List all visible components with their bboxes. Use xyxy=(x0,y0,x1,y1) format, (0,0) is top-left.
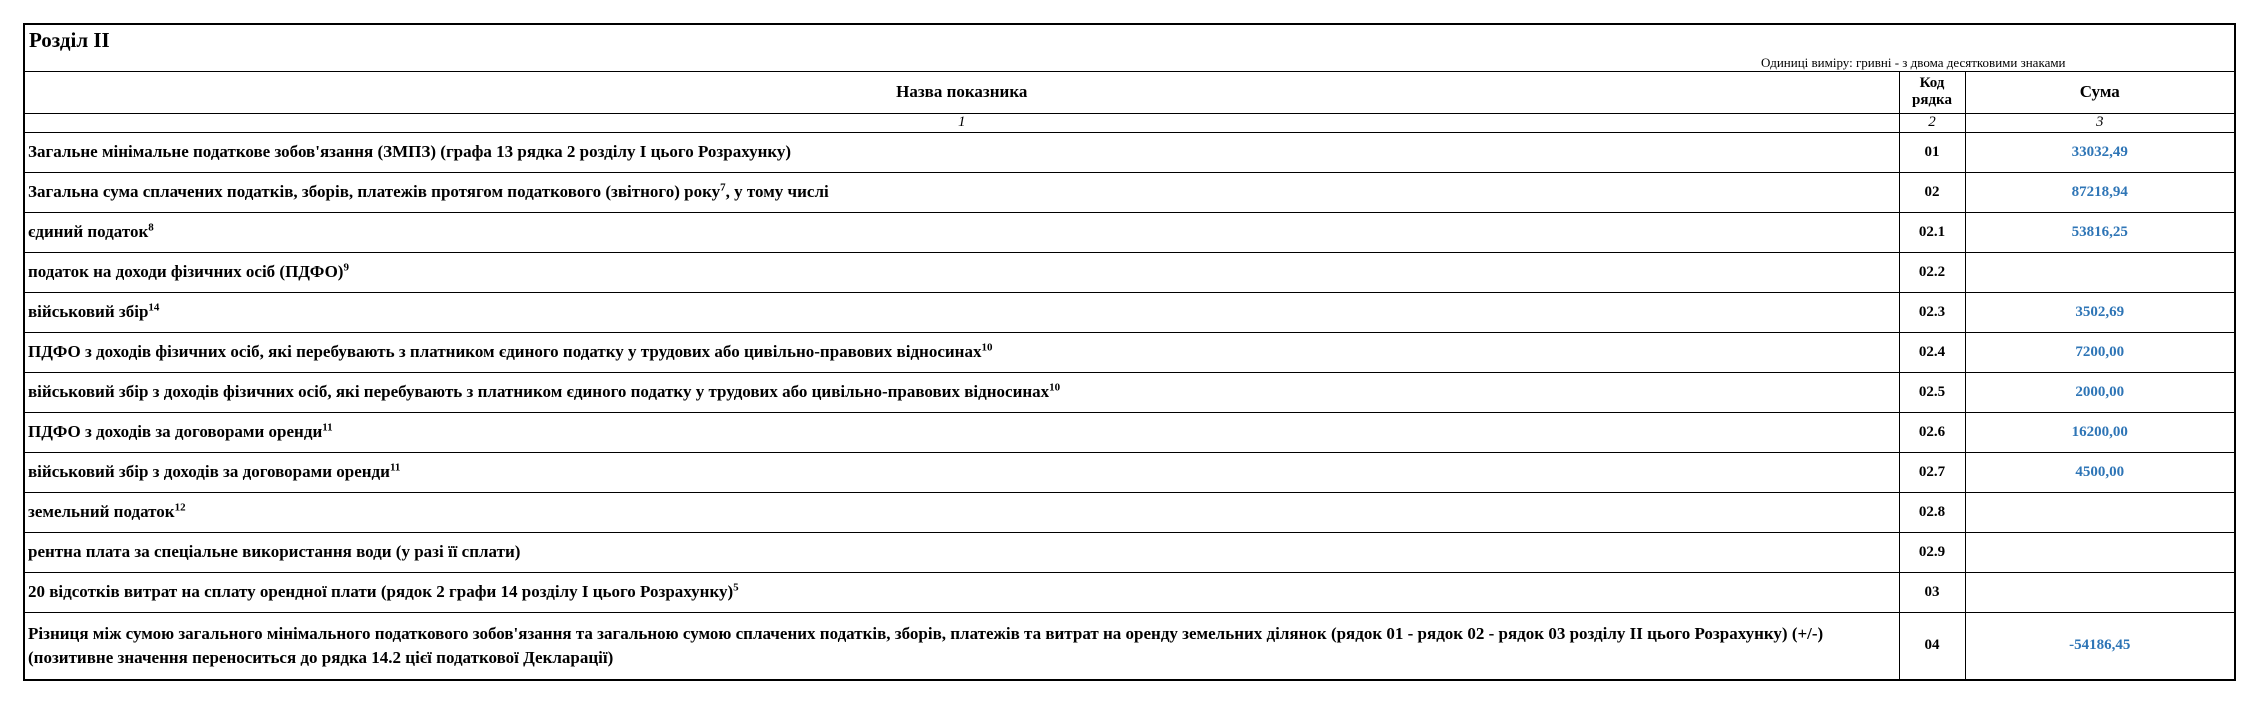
row-name xyxy=(25,372,1899,412)
header-row xyxy=(25,72,2234,113)
row-code: 02.3 xyxy=(1899,292,1965,332)
row-name-text: рентна плата за спеціальне використання води (у разі її сплати) xyxy=(28,542,521,561)
row-name xyxy=(25,532,1899,572)
table-row xyxy=(25,572,2234,612)
row-name xyxy=(25,412,1899,452)
row-code: 02.6 xyxy=(1899,412,1965,452)
row-name-suffix: , у тому числі xyxy=(725,182,829,201)
row-amount: 7200,00 xyxy=(1965,332,2234,372)
column-number-row xyxy=(25,113,2234,132)
table-row xyxy=(25,612,2234,679)
table-row xyxy=(25,212,2234,252)
table-body xyxy=(25,132,2234,679)
row-name-text: Загальна сума сплачених податків, зборів, платежів протягом податкового (звітного) року xyxy=(28,182,721,201)
table-row xyxy=(25,452,2234,492)
row-code: 02 xyxy=(1899,172,1965,212)
footnote-ref: 14 xyxy=(148,301,160,314)
row-name-text: єдиний податок xyxy=(28,222,149,241)
row-amount xyxy=(1965,572,2234,612)
indicators-table xyxy=(25,72,2234,679)
row-name xyxy=(25,452,1899,492)
row-amount xyxy=(1965,492,2234,532)
table-row xyxy=(25,252,2234,292)
row-name xyxy=(25,252,1899,292)
table-row xyxy=(25,132,2234,172)
units-note: Одиниці виміру: гривні - з двома десятковими знаками xyxy=(1761,55,2066,70)
header-name: Назва показника xyxy=(25,72,1899,113)
footnote-ref: 12 xyxy=(174,501,186,514)
row-code: 02.5 xyxy=(1899,372,1965,412)
row-code: 03 xyxy=(1899,572,1965,612)
column-number-2: 2 xyxy=(1899,113,1965,132)
row-amount: 53816,25 xyxy=(1965,212,2234,252)
row-code: 01 xyxy=(1899,132,1965,172)
row-amount: -54186,45 xyxy=(1965,612,2234,679)
footnote-ref: 5 xyxy=(733,581,739,594)
row-name xyxy=(25,612,1899,679)
section-title: Розділ ІІ xyxy=(29,28,110,52)
row-name-text: ПДФО з доходів за договорами оренди xyxy=(28,422,323,441)
section-header xyxy=(25,25,2234,72)
section-2-form xyxy=(23,23,2236,681)
row-amount: 87218,94 xyxy=(1965,172,2234,212)
row-name-text: військовий збір з доходів за договорами оренди xyxy=(28,462,390,481)
row-name-text: земельний податок xyxy=(28,502,175,521)
footnote-ref: 7 xyxy=(720,181,726,194)
footnote-ref: 11 xyxy=(389,461,401,474)
row-name xyxy=(25,332,1899,372)
row-name-text: ПДФО з доходів фізичних осіб, які перебувають з платником єдиного податку у трудових або цивільно-правових відносинах xyxy=(28,342,982,361)
row-name-text: військовий збір з доходів фізичних осіб, які перебувають з платником єдиного податку у трудових або цивільно-правових відносинах xyxy=(28,382,1050,401)
column-number-3: 3 xyxy=(1965,113,2234,132)
row-amount: 33032,49 xyxy=(1965,132,2234,172)
row-amount: 2000,00 xyxy=(1965,372,2234,412)
row-code: 02.9 xyxy=(1899,532,1965,572)
footnote-ref: 10 xyxy=(981,341,993,354)
table-row xyxy=(25,292,2234,332)
table-row xyxy=(25,332,2234,372)
row-code: 02.1 xyxy=(1899,212,1965,252)
header-sum: Сума xyxy=(1965,72,2234,113)
table-row xyxy=(25,492,2234,532)
row-amount xyxy=(1965,532,2234,572)
footnote-ref: 9 xyxy=(343,261,349,274)
row-code: 02.7 xyxy=(1899,452,1965,492)
row-name xyxy=(25,292,1899,332)
row-code: 02.2 xyxy=(1899,252,1965,292)
row-code: 02.8 xyxy=(1899,492,1965,532)
header-code: Код рядка xyxy=(1899,72,1965,113)
row-code: 04 xyxy=(1899,612,1965,679)
table-row xyxy=(25,412,2234,452)
row-name xyxy=(25,492,1899,532)
row-amount xyxy=(1965,252,2234,292)
row-name-text: 20 відсотків витрат на сплату орендної плати (рядок 2 графи 14 розділу І цього Розрахунку) xyxy=(28,582,734,601)
row-name-text: Різниця між сумою загального мінімального податкового зобов'язання та загальною сумою сплачених податків, зборів, платежів та витрат на оренду земельних ділянок (рядок 01 - рядок 02 - рядок 03 розділу ІІ цього Розрахунку) (+/-) (позитивне значення переноситься до рядка 14.2 цієї податкової Декларації) xyxy=(28,623,1824,667)
row-name-text: податок на доходи фізичних осіб (ПДФО) xyxy=(28,262,344,281)
table-row xyxy=(25,372,2234,412)
row-amount: 4500,00 xyxy=(1965,452,2234,492)
row-code: 02.4 xyxy=(1899,332,1965,372)
row-name-text: Загальне мінімальне податкове зобов'язання (ЗМПЗ) (графа 13 рядка 2 розділу І цього Розрахунку) xyxy=(28,142,792,161)
row-name xyxy=(25,132,1899,172)
table-row xyxy=(25,172,2234,212)
row-name xyxy=(25,212,1899,252)
row-name xyxy=(25,172,1899,212)
footnote-ref: 11 xyxy=(322,421,333,434)
row-amount: 16200,00 xyxy=(1965,412,2234,452)
row-name-text: військовий збір xyxy=(28,302,149,321)
table-row xyxy=(25,532,2234,572)
column-number-1: 1 xyxy=(25,113,1899,132)
footnote-ref: 10 xyxy=(1049,381,1061,394)
footnote-ref: 8 xyxy=(148,221,154,234)
row-name xyxy=(25,572,1899,612)
row-amount: 3502,69 xyxy=(1965,292,2234,332)
